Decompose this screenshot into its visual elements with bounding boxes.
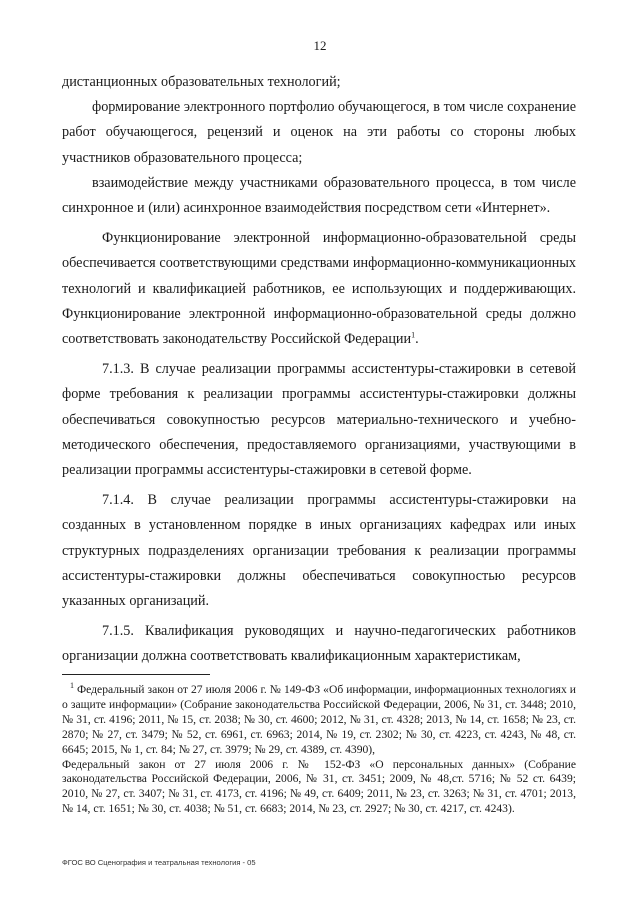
page-number: 12 xyxy=(313,38,327,53)
document-footer: ФГОС ВО Сценография и театральная технология - 05 xyxy=(62,858,256,867)
body-text xyxy=(62,70,576,670)
footnote-divider xyxy=(62,674,210,675)
paragraph-7-1-3: 7.1.3. В случае реализации программы ассистентуры-стажировки в сетевой форме требования к реализации программы ассистентуры-стажировки должны обеспечиваться совокупностью ресурсов материально-технического и учебно-методического обеспечения, предоставляемого организациями, участвующими в реализации программы ассистентуры-стажировки в сетевой форме. xyxy=(62,361,576,479)
paragraph-3: взаимодействие между участниками образовательного процесса, в том числе синхронное и (или) асинхронное взаимодействия посредством сети «Интернет». xyxy=(62,174,576,217)
footnote-marker: 1 xyxy=(70,681,74,691)
footnote-law-152: Федеральный закон от 27 июля 2006 г. № 152-ФЗ «О персональных данных» (Собрание законодательства Российской Федерации, 2006, № 31, ст. 3451; 2009, № 48,ст. 5716; № 52 ст. 6439; 2010, № 27, ст. 3407; № 31, ст. 4173, ст. 4196; № 49, ст. 6409; 2011, № 23, ст. 3263; № 31, ст. 4701; 2013, № 14, ст. 1651; № 30, ст. 4038; № 51, ст. 6683; 2014, № 23, ст. 2927; № 30, ст. 4217, ст. 4243). xyxy=(62,757,576,816)
paragraph-4-text: Функционирование электронной информационно-образовательной среды обеспечивается соответствующими средствами информационно-коммуникационных технологий и квалификацией работников, ее использующих и поддерживающих. Функционирование электронной информационно-образовательной среды должно соответствовать законодательству Российской Федерации xyxy=(62,230,576,348)
footnote-law-149 xyxy=(62,683,576,758)
paragraph-1: дистанционных образовательных технологий; xyxy=(62,74,341,90)
paragraph-4: Функционирование электронной информационно-образовательной среды обеспечивается соответствующими средствами информационно-коммуникационных технологий и квалификацией работников, ее использующих и поддерживающих. Функционирование электронной информационно-образовательной среды должно соответствовать законодательству Российской Федерации$^1$. xyxy=(62,230,576,348)
paragraph-7-1-4: 7.1.4. В случае реализации программы ассистентуры-стажировки на созданных в установленном порядке в иных организациях кафедрах или иных структурных подразделениях организации требования к реализации программы ассистентуры-стажировки должны обеспечиваться совокупностью ресурсов указанных организаций. xyxy=(62,492,576,610)
footnote-text-1: Федеральный закон от 27 июля 2006 г. № 149-ФЗ «Об информации, информационных технологиях и о защите информации» (Собрание законодательства Российской Федерации, 2006, № 31, ст. 3448; 2010, № 31, ст. 4196; 2011, № 15, ст. 2038; № 30, ст. 4600; 2012, № 31, ст. 4328; 2013, № 14, ст. 1658; № 23, ст. 2870; № 27, ст. 3479; № 52, ст. 6961, ст. 6963; 2014, № 19, ст. 2302; № 30, ст. 4223, ст. 4243, № 48, ст. 6645; 2015, № 1, ст. 84; № 27, ст. 3979; № 29, ст. 4389, ст. 4390), xyxy=(62,683,576,756)
footnote xyxy=(62,683,576,817)
paragraph-2: формирование электронного портфолио обучающегося, в том числе сохранение работ обучающегося, рецензий и оценок на эти работы со стороны любых участников образовательного процесса; xyxy=(62,99,576,166)
paragraph-7-1-5: 7.1.5. Квалификация руководящих и научно-педагогических работников организации должна соответствовать квалификационным характеристикам, xyxy=(62,623,576,665)
footnote-reference[interactable]: 1 xyxy=(411,330,416,340)
